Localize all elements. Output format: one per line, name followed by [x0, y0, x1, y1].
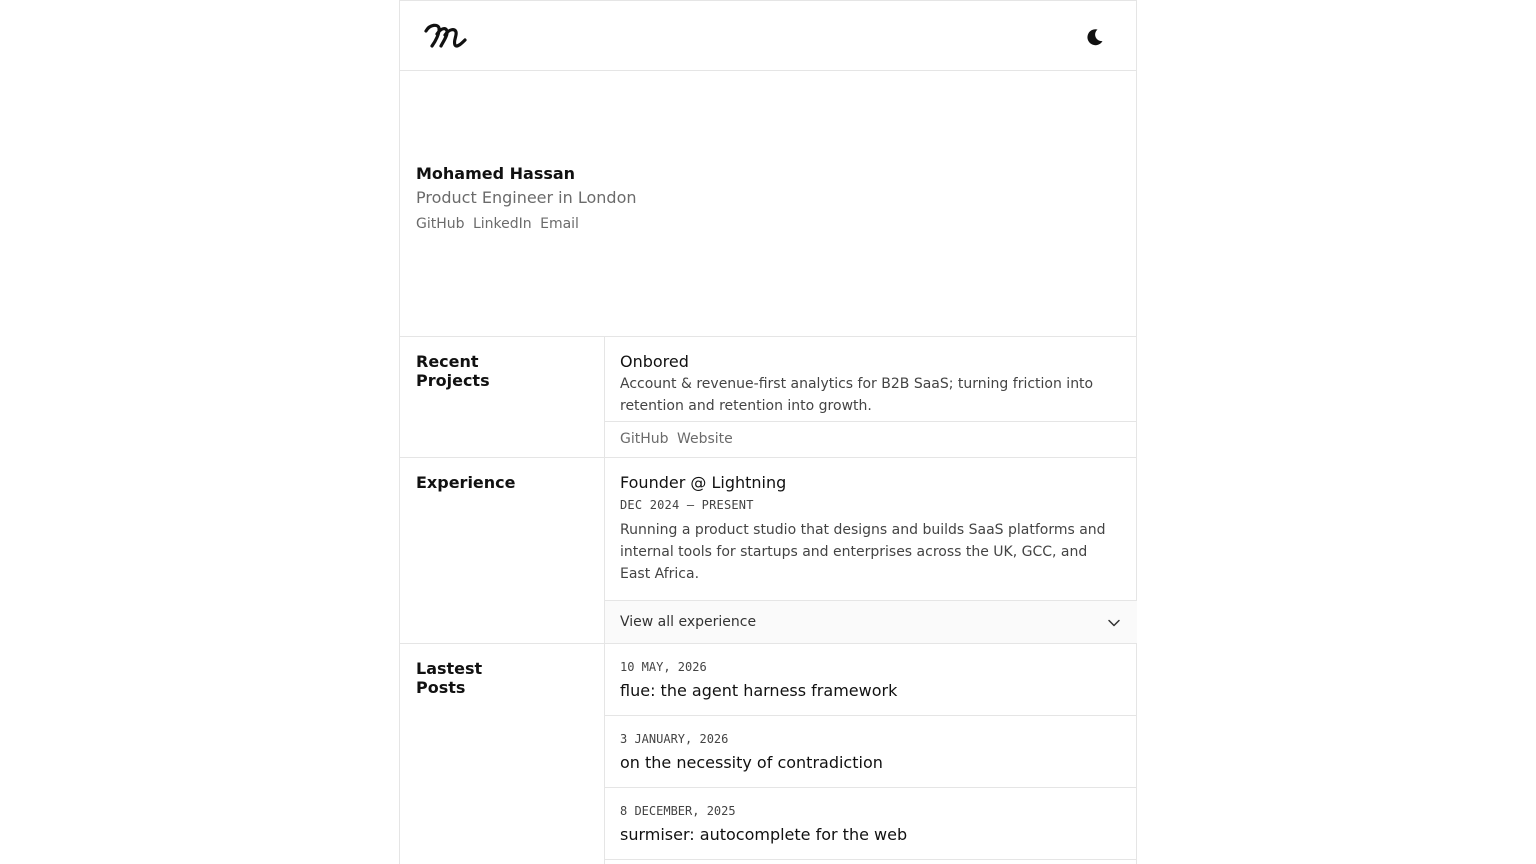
- section-label-posts: Lastest Posts: [416, 659, 483, 697]
- project-links: [605, 421, 1137, 457]
- profile-links: [416, 216, 637, 232]
- project-github-link[interactable]: GitHub: [620, 431, 669, 447]
- experience-card: [604, 458, 1136, 644]
- projects-section: [400, 336, 1136, 458]
- experience-title: Founder @ Lightning: [620, 473, 787, 492]
- experience-date: DEC 2024 – PRESENT: [620, 498, 754, 512]
- section-label-projects: Recent Projects: [416, 352, 490, 390]
- hero: [416, 163, 637, 232]
- profile-role: Product Engineer in London: [416, 188, 637, 207]
- posts-section: [400, 643, 1136, 864]
- profile-name: Mohamed Hassan: [416, 164, 576, 183]
- post-item[interactable]: [605, 644, 1137, 716]
- signature-logo-icon[interactable]: [422, 18, 470, 52]
- post-date: 3 JANUARY, 2026: [620, 732, 729, 746]
- view-all-experience-button[interactable]: [605, 600, 1137, 643]
- post-date: 10 MAY, 2026: [620, 660, 707, 674]
- github-link[interactable]: GitHub: [416, 216, 465, 232]
- post-title[interactable]: on the necessity of contradiction: [620, 753, 883, 772]
- project-website-link[interactable]: Website: [676, 431, 733, 447]
- post-item[interactable]: [605, 716, 1137, 788]
- linkedin-link[interactable]: LinkedIn: [472, 216, 532, 232]
- page-frame: [399, 0, 1137, 864]
- experience-description: Running a product studio that designs and builds SaaS platforms and internal tools for startups and enterprises across the UK, GCC, and East Africa.: [620, 522, 1106, 582]
- project-description: Account & revenue-first analytics for B2B SaaS; turning friction into retention and retention into growth.: [620, 376, 1094, 414]
- moon-icon[interactable]: [1084, 26, 1106, 48]
- chevron-down-icon: [1107, 616, 1121, 630]
- project-card: [604, 337, 1136, 458]
- section-label-experience: Experience: [416, 473, 516, 492]
- project-title[interactable]: Onbored: [620, 352, 689, 371]
- view-all-experience-label: View all experience: [620, 614, 757, 630]
- top-bar: [400, 0, 1136, 71]
- email-link[interactable]: Email: [540, 216, 579, 232]
- post-date: 8 DECEMBER, 2025: [620, 804, 736, 818]
- post-title[interactable]: surmiser: autocomplete for the web: [620, 825, 908, 844]
- post-item[interactable]: [605, 788, 1137, 860]
- post-title[interactable]: flue: the agent harness framework: [620, 681, 898, 700]
- experience-section: [400, 457, 1136, 644]
- posts-list: [604, 644, 1136, 864]
